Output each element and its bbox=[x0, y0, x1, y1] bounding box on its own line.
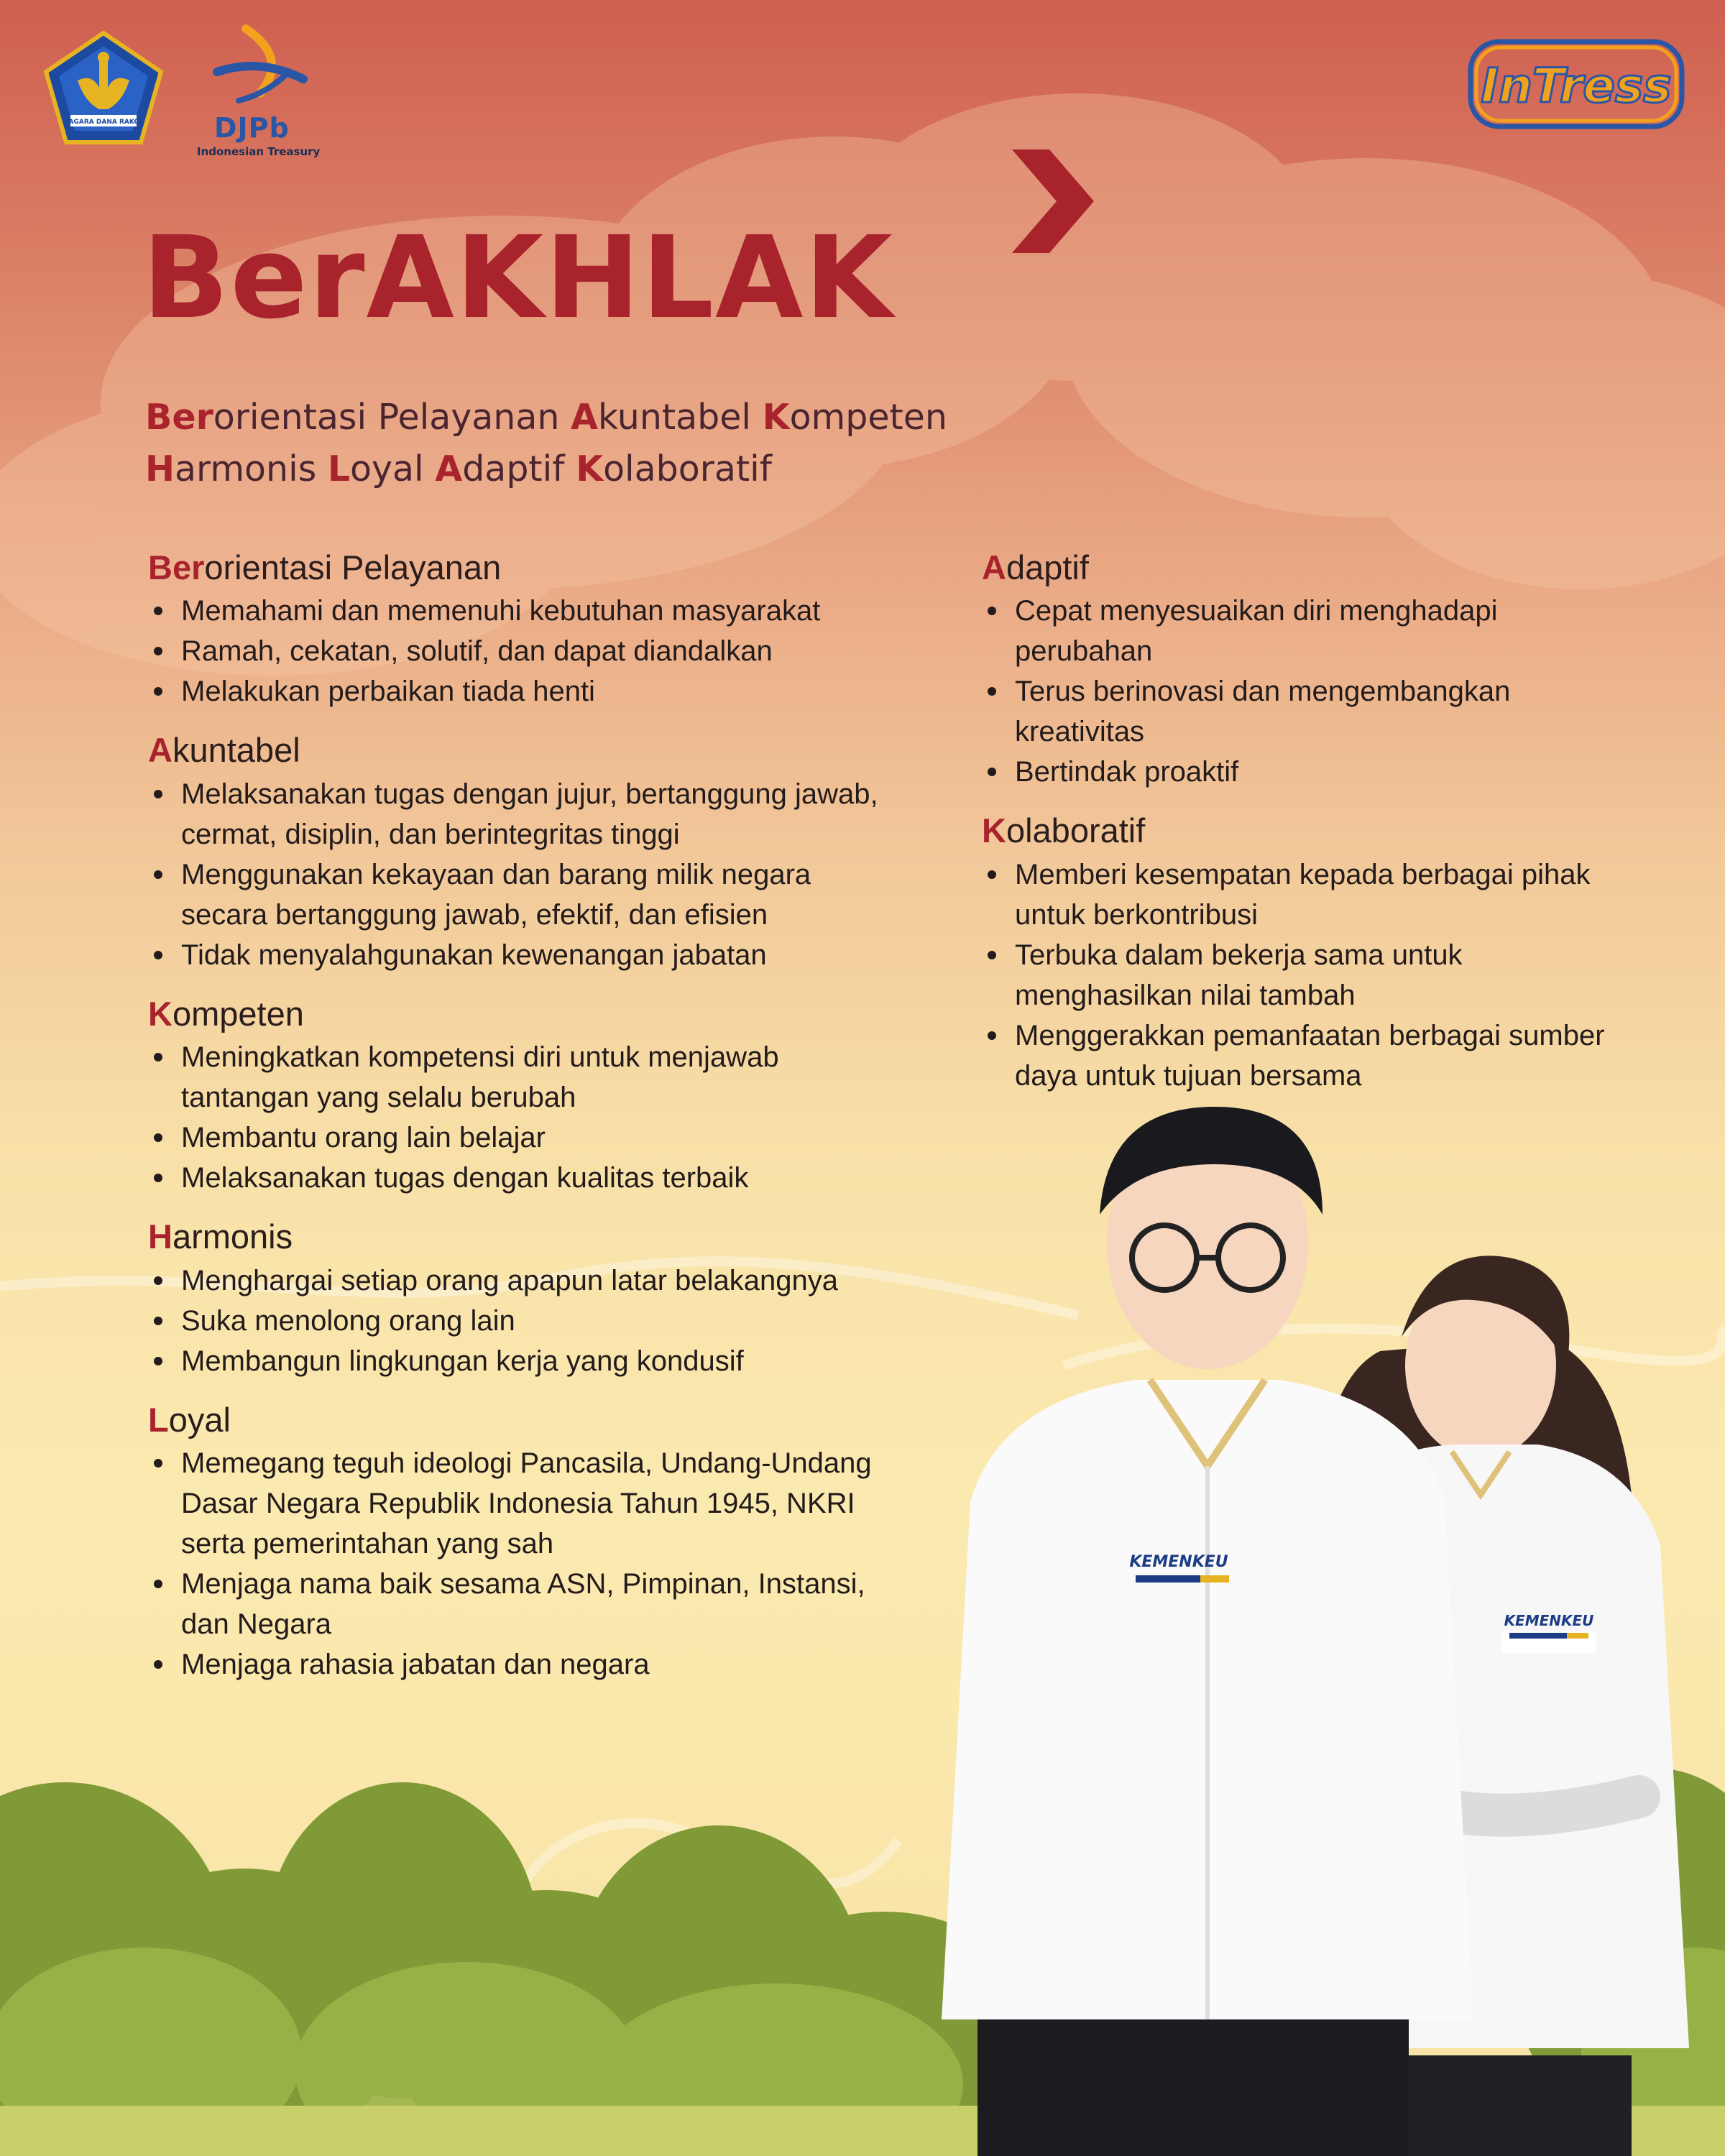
intress-name: InTress bbox=[1481, 58, 1672, 114]
value-section bbox=[148, 1217, 896, 1381]
bullet-item: Menggerakkan pemanfaatan berbagai sumber daya untuk tujuan bersama bbox=[982, 1015, 1629, 1096]
subtitle-initial: A bbox=[570, 397, 598, 438]
section-title-rest: daptif bbox=[1006, 548, 1089, 586]
bullet-item: Menjaga nama baik sesama ASN, Pimpinan, Instansi, dan Negara bbox=[148, 1564, 896, 1644]
bullet-item: Menggunakan kekayaan dan barang milik negara secara bertanggung jawab, efektif, dan efisien bbox=[148, 854, 896, 935]
intress-logo bbox=[1466, 36, 1686, 132]
value-section bbox=[148, 994, 896, 1198]
bullet-item: Melakukan perbaikan tiada henti bbox=[148, 671, 896, 711]
section-title bbox=[148, 994, 896, 1034]
bullet-item: Bertindak proaktif bbox=[982, 752, 1629, 792]
bullet-list bbox=[982, 854, 1629, 1096]
section-title-initial: K bbox=[148, 994, 172, 1033]
bullet-item: Terbuka dalam bekerja sama untuk menghasilkan nilai tambah bbox=[982, 935, 1629, 1015]
bullet-item: Terus berinovasi dan mengembangkan kreativitas bbox=[982, 671, 1629, 752]
title-block bbox=[142, 212, 894, 344]
section-title-initial: A bbox=[148, 731, 172, 770]
bullet-item: Cepat menyesuaikan diri menghadapi perubahan bbox=[982, 591, 1629, 671]
values-column-left bbox=[148, 548, 896, 1703]
section-title-rest: ompeten bbox=[172, 994, 304, 1033]
subtitle-initial: A bbox=[435, 448, 463, 489]
bullet-item: Memberi kesempatan kepada berbagai pihak untuk berkontribusi bbox=[982, 854, 1629, 935]
subtitle-word-rest: oyal bbox=[350, 448, 436, 489]
kemenkeu-logo bbox=[42, 30, 165, 145]
section-title-initial: K bbox=[982, 811, 1006, 850]
bullet-list bbox=[148, 1261, 896, 1381]
djpb-logo bbox=[196, 22, 325, 158]
section-title-rest: kuntabel bbox=[172, 731, 300, 770]
subtitle-word-rest: orientasi Pelayanan bbox=[213, 397, 571, 438]
value-section bbox=[982, 811, 1629, 1095]
subtitle-initial: K bbox=[576, 448, 604, 489]
section-title-rest: armonis bbox=[172, 1217, 293, 1256]
woman-badge-text: KEMENKEU bbox=[1504, 1612, 1594, 1629]
subtitle-initial: K bbox=[762, 397, 790, 438]
section-title bbox=[982, 811, 1629, 851]
man-figure bbox=[942, 1107, 1473, 2156]
man-badge-text: KEMENKEU bbox=[1129, 1553, 1228, 1571]
bullet-item: Memegang teguh ideologi Pancasila, Undang-Undang Dasar Negara Republik Indonesia Tahun 1945, NKRI serta pemerintahan yang sah bbox=[148, 1443, 896, 1564]
chevron-right-icon bbox=[1006, 144, 1100, 259]
section-title-rest: orientasi Pelayanan bbox=[204, 548, 502, 586]
subtitle-word-rest: olaboratif bbox=[603, 448, 773, 489]
subtitle-word-rest: ompeten bbox=[789, 397, 947, 438]
djpb-tagline: Indonesian Treasury bbox=[197, 145, 321, 158]
subtitle-word-rest: armonis bbox=[175, 448, 328, 489]
subtitle-initial: L bbox=[327, 448, 351, 489]
subtitle-initial: Ber bbox=[145, 397, 213, 438]
bullet-item: Melaksanakan tugas dengan kualitas terbaik bbox=[148, 1158, 896, 1198]
bullet-list bbox=[148, 1443, 896, 1685]
djpb-name: DJPb bbox=[214, 112, 290, 144]
subtitle-line-2 bbox=[145, 448, 773, 489]
bullet-item: Menjaga rahasia jabatan dan negara bbox=[148, 1644, 896, 1685]
bullet-list bbox=[982, 591, 1629, 792]
section-title bbox=[148, 1217, 896, 1257]
djpb-swirl-icon bbox=[196, 22, 325, 115]
bullet-list bbox=[148, 591, 896, 711]
subtitle-word-rest: daptif bbox=[462, 448, 576, 489]
value-section bbox=[148, 730, 896, 975]
bullet-item: Membantu orang lain belajar bbox=[148, 1118, 896, 1158]
illustration-two-employees bbox=[920, 1100, 1725, 2156]
page-title: BerAKHLAK bbox=[142, 212, 894, 344]
value-section bbox=[982, 548, 1629, 792]
section-title bbox=[982, 548, 1629, 588]
value-section bbox=[148, 548, 896, 711]
bullet-item: Tidak menyalahgunakan kewenangan jabatan bbox=[148, 935, 896, 975]
bullet-list bbox=[148, 1037, 896, 1198]
bullet-item: Ramah, cekatan, solutif, dan dapat diandalkan bbox=[148, 631, 896, 671]
kemenkeu-motto: NAGARA DANA RAKCA bbox=[63, 119, 144, 126]
bullet-list bbox=[148, 774, 896, 975]
section-title-rest: oyal bbox=[168, 1400, 231, 1439]
bullet-item: Suka menolong orang lain bbox=[148, 1301, 896, 1341]
section-title-initial: H bbox=[148, 1217, 172, 1256]
section-title-initial: L bbox=[148, 1400, 169, 1439]
bullet-item: Menghargai setiap orang apapun latar belakangnya bbox=[148, 1261, 896, 1301]
section-title bbox=[148, 1400, 896, 1440]
subtitle-word-rest: kuntabel bbox=[597, 397, 763, 438]
bullet-item: Membangun lingkungan kerja yang kondusif bbox=[148, 1341, 896, 1381]
bullet-item: Melaksanakan tugas dengan jujur, bertanggung jawab, cermat, disiplin, dan berintegritas tinggi bbox=[148, 774, 896, 854]
value-section bbox=[148, 1400, 896, 1685]
section-title-initial: A bbox=[982, 548, 1006, 586]
bullet-item: Meningkatkan kompetensi diri untuk menjawab tantangan yang selalu berubah bbox=[148, 1037, 896, 1118]
section-title bbox=[148, 730, 896, 770]
section-title bbox=[148, 548, 896, 588]
subtitle-line-1 bbox=[145, 397, 947, 438]
section-title-rest: olaboratif bbox=[1006, 811, 1146, 850]
bullet-item: Memahami dan memenuhi kebutuhan masyarakat bbox=[148, 591, 896, 631]
subtitle-initial: H bbox=[145, 448, 175, 489]
section-title-initial: Ber bbox=[148, 548, 205, 586]
values-column-right bbox=[982, 548, 1629, 1115]
